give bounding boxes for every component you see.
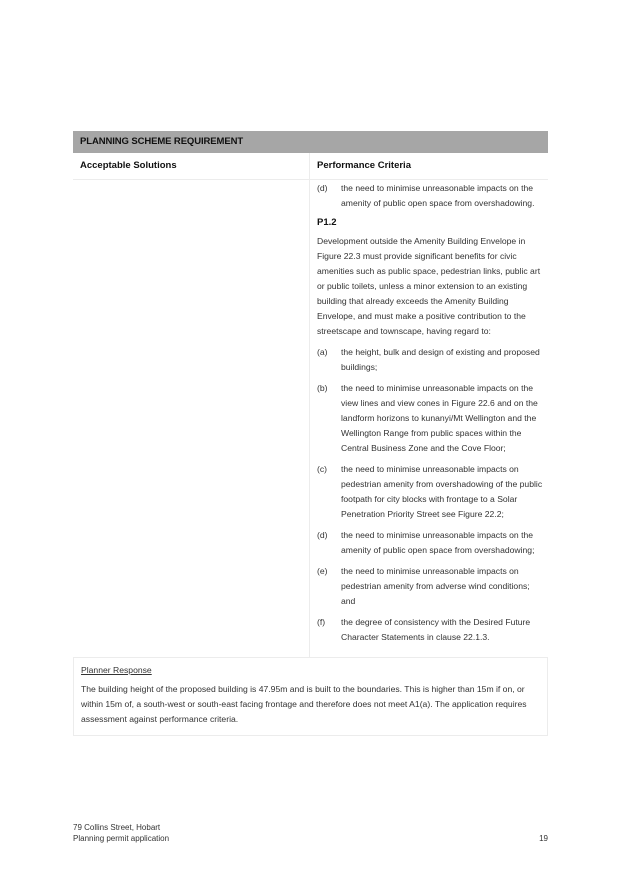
list-item-label: (c) [317, 464, 328, 474]
list-item [317, 528, 544, 558]
table-body-row [73, 180, 548, 658]
list-item [317, 615, 544, 645]
list-item-label: (d) [317, 530, 328, 540]
column-header-acceptable-solutions: Acceptable Solutions [73, 153, 310, 179]
column-headers [73, 153, 548, 180]
list-item-label: (a) [317, 347, 328, 357]
planner-response [73, 658, 548, 736]
criterion-title: P1.2 [317, 217, 337, 228]
list-item-text: the need to minimise unreasonable impacts on the amenity of public open space from overshadowing; [341, 530, 535, 555]
page-footer [73, 822, 548, 844]
list-item [317, 345, 544, 375]
list-item-label: (d) [317, 183, 328, 193]
list-item [317, 462, 544, 522]
list-item-label: (e) [317, 566, 328, 576]
list-item-label: (f) [317, 617, 326, 627]
acceptable-solutions-cell [73, 180, 310, 657]
list-item [317, 564, 544, 609]
page-number: 19 [539, 834, 548, 843]
footer-address: 79 Collins Street, Hobart [73, 823, 161, 832]
list-item-text: the need to minimise unreasonable impacts on pedestrian amenity from overshadowing of the public footpath for city blocks with frontage to a Solar Penetration Priority Street see Figure 22.2; [341, 464, 543, 519]
list-item [317, 381, 544, 456]
list-item-text: the degree of consistency with the Desired Future Character Statements in clause 22.1.3. [341, 617, 531, 642]
list-item [317, 181, 544, 211]
list-item-text: the need to minimise unreasonable impacts on the view lines and view cones in Figure 22.6 and on the landform horizons to kunanyi/Mt Wellington and the Wellington Range from public spaces within the Central Business Zone and the Cove Floor; [341, 383, 538, 453]
planner-response-text: The building height of the proposed building is 47.95m and is built to the boundaries. This is higher than 15m if on, or within 15m of, a south-west or south-east facing frontage and therefore does not meet A1(a). The application requires assessment against performance criteria. [81, 684, 527, 724]
planning-table [73, 131, 548, 736]
footer-document-title: Planning permit application [73, 834, 170, 843]
table-header: PLANNING SCHEME REQUIREMENT [73, 131, 548, 153]
list-item-text: the height, bulk and design of existing and proposed buildings; [341, 347, 540, 372]
list-item-label: (b) [317, 383, 328, 393]
list-item-text: the need to minimise unreasonable impacts on pedestrian amenity from adverse wind conditions; and [341, 566, 530, 606]
criterion-intro: Development outside the Amenity Building Envelope in Figure 22.3 must provide significant benefits for civic amenities such as public space, pedestrian links, public art or public toilets, unless a minor extension to an existing building that already exceeds the Amenity Building Envelope, and must make a positive contribution to the streetscape and townscape, having regard to: [317, 236, 541, 336]
list-item-text: the need to minimise unreasonable impacts on the amenity of public open space from overshadowing. [341, 183, 535, 208]
planner-response-title: Planner Response [81, 665, 152, 675]
performance-criteria-cell [310, 180, 548, 657]
column-header-performance-criteria: Performance Criteria [317, 160, 411, 171]
